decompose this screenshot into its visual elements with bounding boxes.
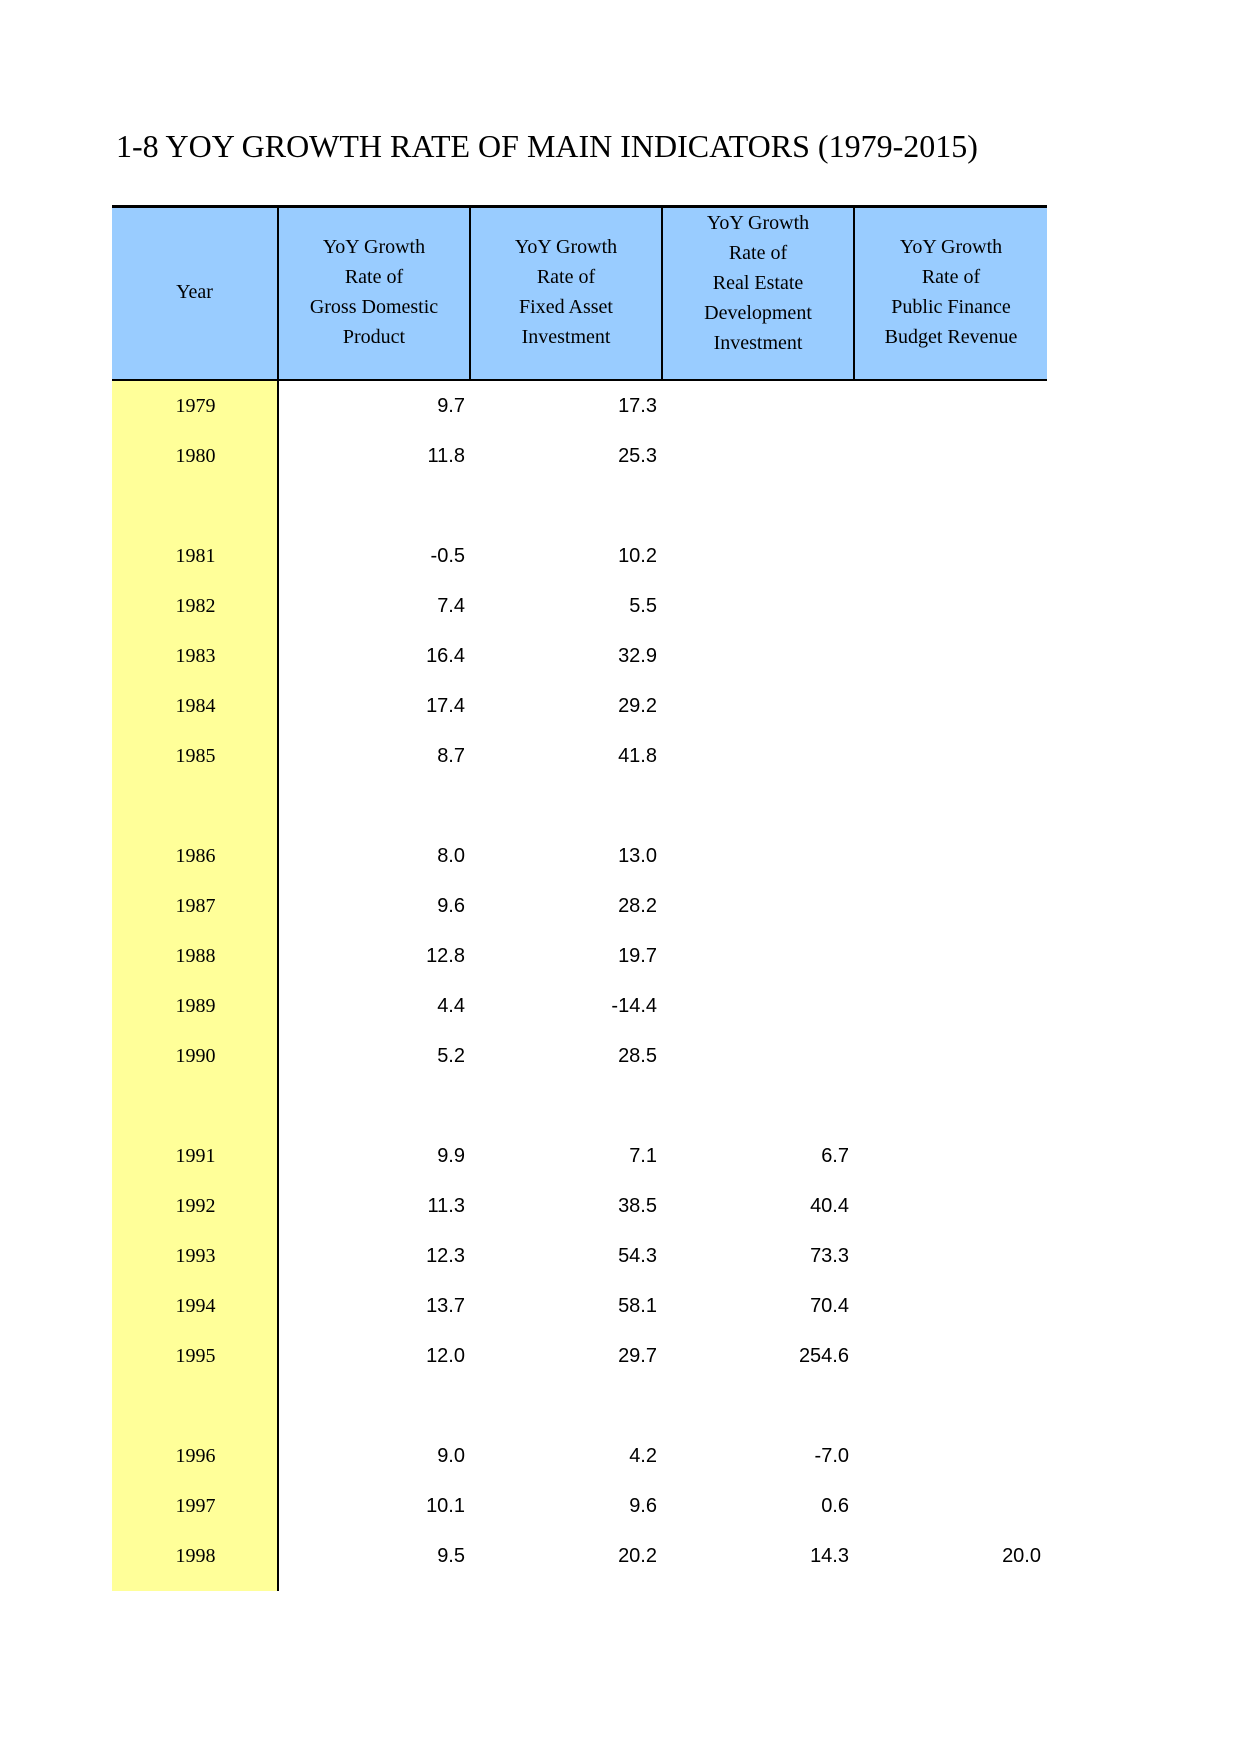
- year-cell: 1995: [175, 1344, 216, 1367]
- gdp-cell: 4.4: [437, 994, 465, 1017]
- fixed-asset-cell: 28.5: [618, 1044, 657, 1067]
- year-cell: 1998: [175, 1544, 216, 1567]
- table-row: [112, 631, 1047, 681]
- table-header-row: [112, 205, 1047, 381]
- gdp-cell: 9.7: [437, 394, 465, 417]
- header-gdp-growth: YoY Growth Rate of Gross Domestic Product: [279, 208, 471, 379]
- gdp-cell: 12.8: [426, 944, 465, 967]
- year-cell: 1980: [175, 444, 216, 467]
- table-row: [112, 531, 1047, 581]
- real-estate-cell: -7.0: [814, 1444, 849, 1467]
- year-cell: 1993: [175, 1244, 216, 1267]
- gdp-cell: -0.5: [430, 544, 465, 567]
- real-estate-cell: 6.7: [821, 1144, 849, 1167]
- real-estate-cell: 14.3: [810, 1544, 849, 1567]
- gdp-cell: 10.1: [426, 1494, 465, 1517]
- table-row: [112, 1431, 1047, 1481]
- table-body: [112, 381, 1047, 1581]
- fixed-asset-cell: 58.1: [618, 1294, 657, 1317]
- year-cell: 1983: [175, 644, 216, 667]
- year-cell: 1990: [175, 1044, 216, 1067]
- table-row: [112, 981, 1047, 1031]
- table-row: [112, 931, 1047, 981]
- year-cell: 1985: [175, 744, 216, 767]
- table-row: [112, 681, 1047, 731]
- fixed-asset-cell: 29.2: [618, 694, 657, 717]
- year-cell: 1979: [175, 394, 216, 417]
- real-estate-cell: 70.4: [810, 1294, 849, 1317]
- gdp-cell: 5.2: [437, 1044, 465, 1067]
- table-row: [112, 1531, 1047, 1581]
- fixed-asset-cell: 54.3: [618, 1244, 657, 1267]
- fixed-asset-cell: 25.3: [618, 444, 657, 467]
- table-row: [112, 1281, 1047, 1331]
- year-cell: 1992: [175, 1194, 216, 1217]
- year-cell: 1996: [175, 1444, 216, 1467]
- gdp-cell: 8.0: [437, 844, 465, 867]
- fixed-asset-cell: 4.2: [629, 1444, 657, 1467]
- year-cell: 1987: [175, 894, 216, 917]
- table-row: [112, 381, 1047, 431]
- public-finance-cell: 20.0: [1002, 1544, 1041, 1567]
- real-estate-cell: 254.6: [798, 1344, 849, 1367]
- year-cell: 1989: [175, 994, 216, 1017]
- fixed-asset-cell: 32.9: [618, 644, 657, 667]
- fixed-asset-cell: 19.7: [618, 944, 657, 967]
- header-real-estate-growth: YoY Growth Rate of Real Estate Development Investment: [663, 208, 855, 379]
- gdp-cell: 17.4: [426, 694, 465, 717]
- gdp-cell: 11.8: [427, 444, 465, 467]
- fixed-asset-cell: 9.6: [629, 1494, 657, 1517]
- header-year: Year: [112, 208, 279, 379]
- fixed-asset-cell: 17.3: [618, 394, 657, 417]
- gdp-cell: 7.4: [437, 594, 465, 617]
- year-cell: 1994: [175, 1294, 216, 1317]
- real-estate-cell: 73.3: [810, 1244, 849, 1267]
- table-row: [112, 581, 1047, 631]
- table-row: [112, 881, 1047, 931]
- fixed-asset-cell: 29.7: [618, 1344, 657, 1367]
- table-row: [112, 731, 1047, 781]
- gdp-cell: 16.4: [426, 644, 465, 667]
- fixed-asset-cell: 28.2: [618, 894, 657, 917]
- fixed-asset-cell: -14.4: [611, 994, 657, 1017]
- gdp-cell: 9.6: [437, 894, 465, 917]
- gdp-cell: 12.0: [426, 1344, 465, 1367]
- indicator-table: [112, 205, 1047, 1581]
- fixed-asset-cell: 7.1: [629, 1144, 657, 1167]
- fixed-asset-cell: 10.2: [618, 544, 657, 567]
- header-public-finance-growth: YoY Growth Rate of Public Finance Budget Revenue: [884, 235, 1018, 348]
- gdp-cell: 12.3: [426, 1244, 465, 1267]
- real-estate-cell: 40.4: [810, 1194, 849, 1217]
- gdp-cell: 8.7: [437, 744, 465, 767]
- fixed-asset-cell: 13.0: [618, 844, 657, 867]
- year-cell: 1982: [175, 594, 216, 617]
- year-cell: 1986: [175, 844, 216, 867]
- year-cell: 1988: [175, 944, 216, 967]
- fixed-asset-cell: 38.5: [618, 1194, 657, 1217]
- real-estate-cell: 0.6: [821, 1494, 849, 1517]
- year-cell: 1997: [175, 1494, 216, 1517]
- table-row: [112, 1481, 1047, 1531]
- gdp-cell: 9.9: [437, 1144, 465, 1167]
- gdp-cell: 9.5: [437, 1544, 465, 1567]
- table-row: [112, 1031, 1047, 1081]
- table-row: [112, 1181, 1047, 1231]
- fixed-asset-cell: 41.8: [618, 744, 657, 767]
- year-cell: 1981: [175, 544, 216, 567]
- gdp-cell: 11.3: [427, 1194, 465, 1217]
- table-row: [112, 1231, 1047, 1281]
- fixed-asset-cell: 5.5: [629, 594, 657, 617]
- table-row: [112, 831, 1047, 881]
- header-fixed-asset-growth: YoY Growth Rate of Fixed Asset Investment: [471, 208, 663, 379]
- fixed-asset-cell: 20.2: [618, 1544, 657, 1567]
- table-row: [112, 1131, 1047, 1181]
- page-title: 1-8 YOY GROWTH RATE OF MAIN INDICATORS (1979-2015): [116, 128, 978, 164]
- table-row: [112, 1331, 1047, 1381]
- year-cell: 1991: [175, 1144, 216, 1167]
- gdp-cell: 9.0: [437, 1444, 465, 1467]
- gdp-cell: 13.7: [426, 1294, 465, 1317]
- table-row: [112, 431, 1047, 481]
- year-cell: 1984: [175, 694, 216, 717]
